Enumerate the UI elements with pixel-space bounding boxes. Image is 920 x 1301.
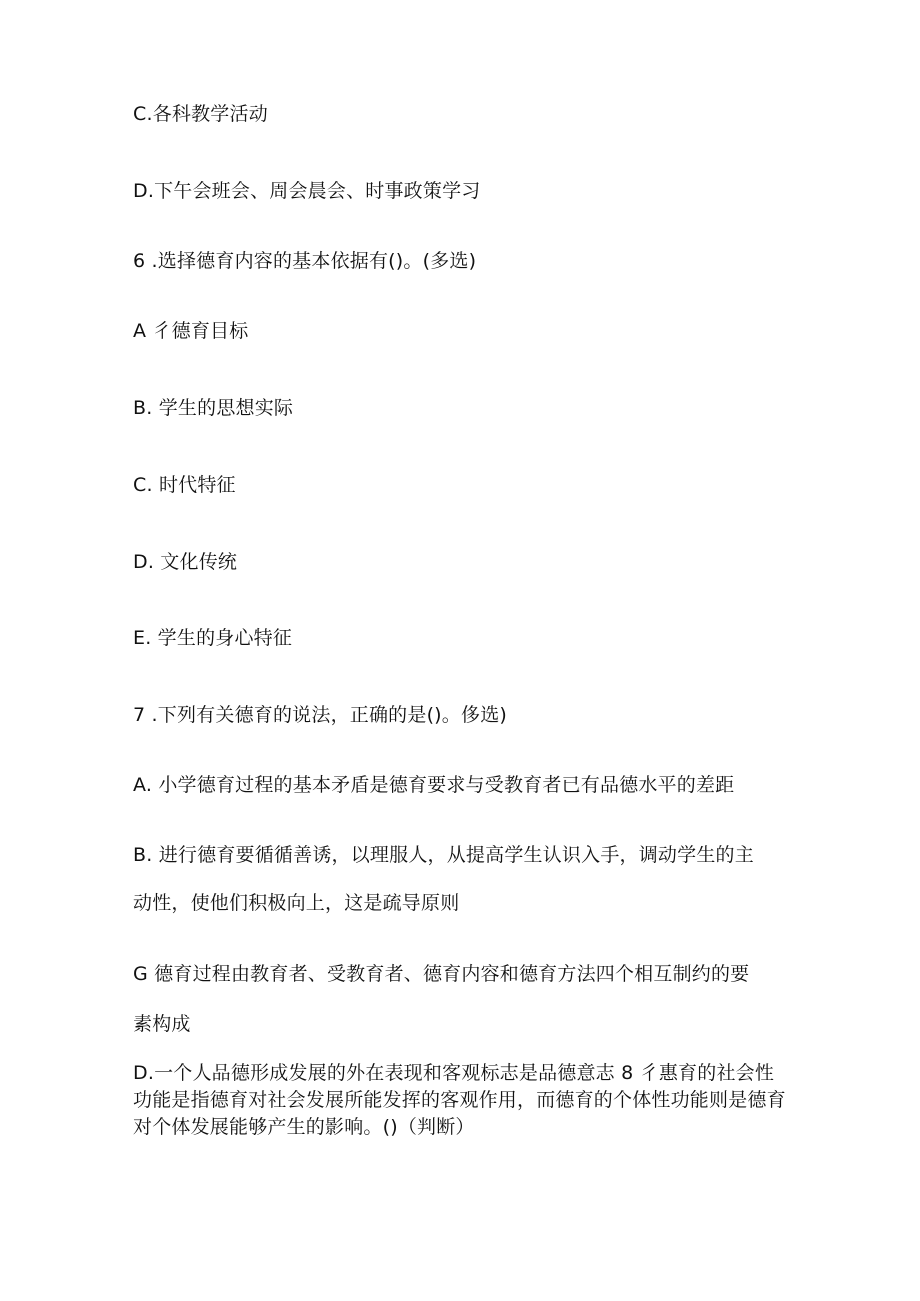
option-a-basic-contradiction: A. 小学德育过程的基本矛盾是德育要求与受教育者已有品德水平的差距 — [133, 774, 735, 796]
option-d-judgment-paragraph: D.一个人品德形成发展的外在表现和客观标志是品德意志 8 彳惠育的社会性功能是指德育对社会发展所能发挥的客观作用，而德育的个体性功能则是德育对个体发展能够产生的影响。()（判断） — [133, 1062, 786, 1138]
option-d-cultural-tradition: D. 文化传统 — [133, 551, 238, 573]
option-c-era-features: C. 时代特征 — [133, 474, 236, 496]
option-g-moral-process-line1: G 德育过程由教育者、受教育者、德育内容和德育方法四个相互制约的要 — [133, 963, 750, 985]
option-b-student-thought: B. 学生的思想实际 — [133, 397, 294, 419]
option-d-class-meetings: D.下午会班会、周会晨会、时事政策学习 — [133, 180, 481, 202]
option-g-moral-process-line2: 素构成 — [133, 1013, 191, 1035]
option-b-guidance-principle-line1: B. 进行德育要循循善诱，以理服人，从提高学生认识入手，调动学生的主 — [133, 844, 754, 866]
option-a-moral-goals: A 彳德育目标 — [133, 320, 249, 342]
option-c-teaching-activities: C.各科教学活动 — [133, 103, 268, 125]
option-e-student-characteristics: E. 学生的身心特征 — [133, 627, 293, 649]
question-7: 7 .下列有关德育的说法，正确的是()。侈选) — [133, 704, 508, 726]
question-6: 6 .选择德育内容的基本依据有()。(多选) — [133, 250, 477, 272]
option-b-guidance-principle-line2: 动性，使他们积极向上，这是疏导原则 — [133, 892, 460, 914]
